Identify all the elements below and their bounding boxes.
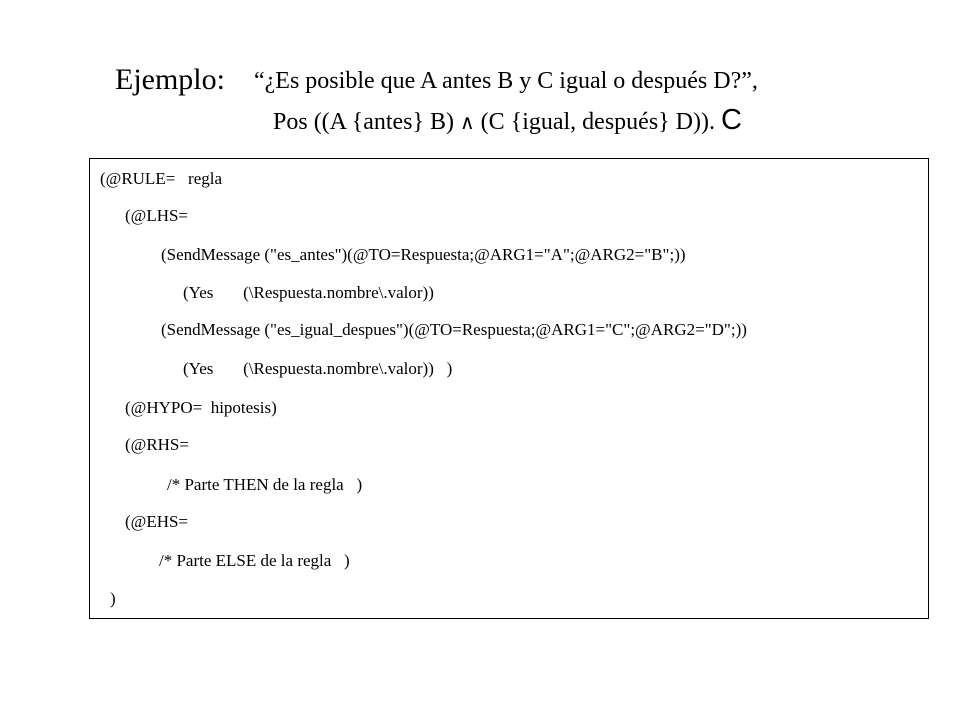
code-line-ehs: (@EHS= bbox=[125, 512, 189, 531]
logical-and-symbol: ∧ bbox=[460, 110, 475, 134]
example-formula bbox=[273, 105, 742, 137]
formula-part-1: Pos ((A {antes} B) bbox=[273, 109, 461, 135]
code-line-hypo: (@HYPO= hipotesis) bbox=[125, 398, 277, 417]
code-line-sendmessage-1: (SendMessage ("es_antes")(@TO=Respuesta;@ARG1="A";@ARG2="B";)) bbox=[161, 245, 686, 264]
formula-part-2: (C {igual, después} D)). bbox=[474, 109, 721, 135]
code-line-yes-1: (Yes (\Respuesta.nombre\.valor)) bbox=[183, 283, 434, 302]
formula-letter: C bbox=[721, 104, 742, 136]
code-line-lhs: (@LHS= bbox=[125, 206, 189, 225]
code-line-else-comment: /* Parte ELSE de la regla ) bbox=[159, 551, 350, 570]
code-line-yes-2: (Yes (\Respuesta.nombre\.valor)) ) bbox=[183, 359, 453, 378]
code-line-close: ) bbox=[110, 589, 116, 608]
rule-code-box bbox=[89, 158, 929, 619]
code-line-rhs: (@RHS= bbox=[125, 435, 189, 454]
code-line-then-comment: /* Parte THEN de la regla ) bbox=[167, 475, 363, 494]
example-question: “¿Es posible que A antes B y C igual o después D?”, bbox=[254, 68, 758, 94]
code-line-rule: (@RULE= regla bbox=[100, 169, 223, 188]
slide-title-label: Ejemplo: bbox=[115, 63, 225, 96]
code-line-sendmessage-2: (SendMessage ("es_igual_despues")(@TO=Respuesta;@ARG1="C";@ARG2="D";)) bbox=[161, 320, 747, 339]
